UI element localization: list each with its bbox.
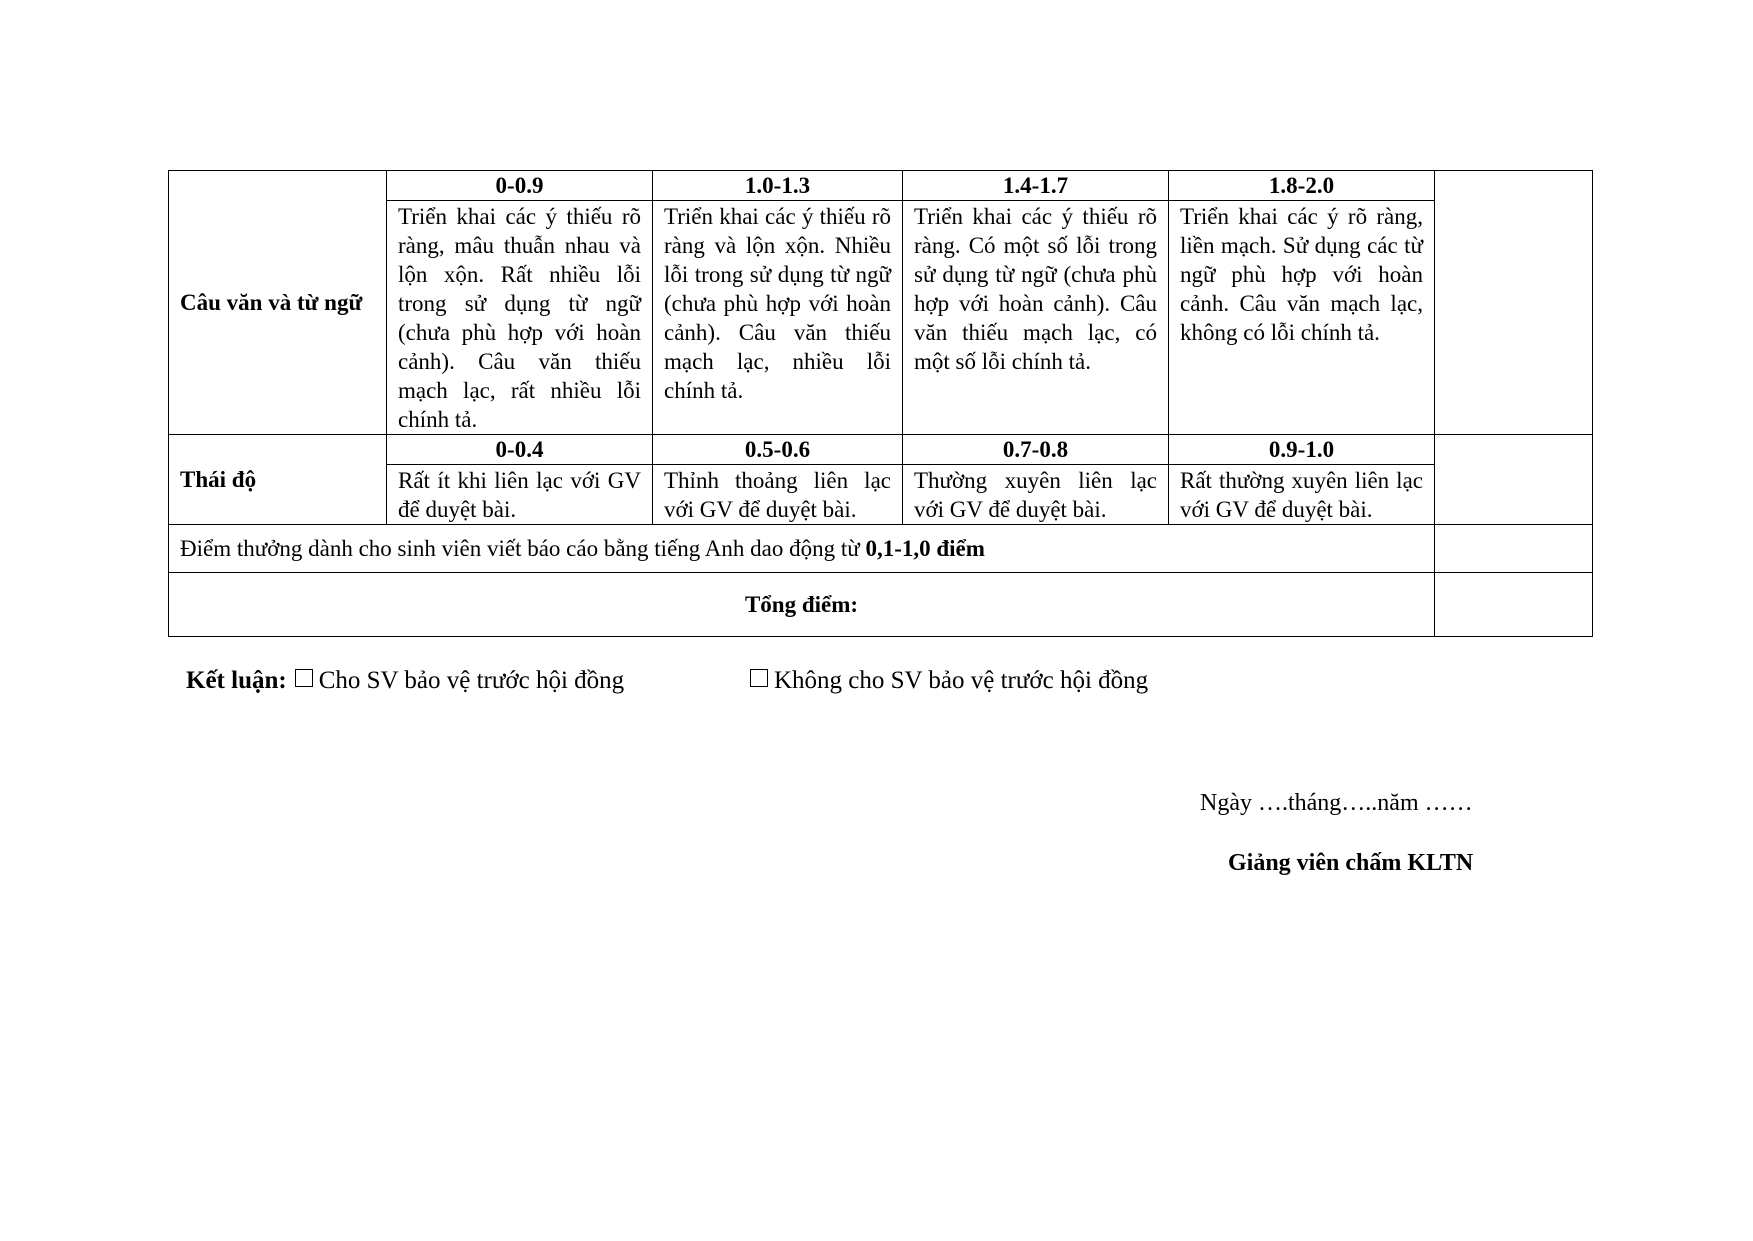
conclusion-label: Kết luận:	[186, 667, 287, 694]
level-range: 0.5-0.6	[653, 435, 903, 465]
level-range: 1.0-1.3	[653, 171, 903, 201]
criterion-label: Câu văn và từ ngữ	[169, 171, 387, 435]
level-description: Thường xuyên liên lạc với GV để duyệt bài.	[903, 465, 1169, 525]
level-description: Triển khai các ý rõ ràng, liền mạch. Sử dụng các từ ngữ phù hợp với hoàn cảnh. Câu văn mạch lạc, không có lỗi chính tả.	[1169, 201, 1435, 435]
level-description: Thỉnh thoảng liên lạc với GV để duyệt bài.	[653, 465, 903, 525]
criterion-label: Thái độ	[169, 435, 387, 525]
level-description: Rất thường xuyên liên lạc với GV để duyệt bài.	[1169, 465, 1435, 525]
score-cell[interactable]	[1435, 171, 1593, 435]
deny-defense-label: Không cho SV bảo vệ trước hội đồng	[774, 667, 1149, 694]
bonus-description	[169, 525, 1435, 573]
deny-defense-option	[750, 666, 1148, 696]
level-description: Triển khai các ý thiếu rõ ràng, mâu thuẫn nhau và lộn xộn. Rất nhiều lỗi trong sử dụng từ ngữ (chưa phù hợp với hoàn cảnh). Câu văn thiếu mạch lạc, rất nhiều lỗi chính tả.	[387, 201, 653, 435]
deny-defense-checkbox[interactable]	[750, 669, 768, 687]
level-description: Rất ít khi liên lạc với GV để duyệt bài.	[387, 465, 653, 525]
allow-defense-label: Cho SV bảo vệ trước hội đồng	[318, 667, 625, 694]
level-range: 0-0.4	[387, 435, 653, 465]
total-score-cell[interactable]	[1435, 573, 1593, 637]
bonus-row	[169, 525, 1593, 573]
level-range: 1.4-1.7	[903, 171, 1169, 201]
allow-defense-checkbox[interactable]	[295, 669, 313, 687]
level-range: 0.7-0.8	[903, 435, 1169, 465]
signer-title: Giảng viên chấm KLTN	[1228, 850, 1474, 876]
level-description: Triển khai các ý thiếu rõ ràng. Có một số lỗi trong sử dụng từ ngữ (chưa phù hợp với hoàn cảnh). Câu văn thiếu mạch lạc, có một số lỗi chính tả.	[903, 201, 1169, 435]
level-range: 1.8-2.0	[1169, 171, 1435, 201]
bonus-value: 0,1-1,0 điểm	[865, 536, 985, 561]
total-row	[169, 573, 1593, 637]
level-range: 0-0.9	[387, 171, 653, 201]
date-line: Ngày ….tháng…..năm ……	[1200, 790, 1473, 816]
level-description: Triển khai các ý thiếu rõ ràng và lộn xộn. Nhiều lỗi trong sử dụng từ ngữ (chưa phù hợp với hoàn cảnh). Câu văn thiếu mạch lạc, nhiều lỗi chính tả.	[653, 201, 903, 435]
score-cell[interactable]	[1435, 435, 1593, 525]
bonus-text: Điểm thưởng dành cho sinh viên viết báo cáo bằng tiếng Anh dao động từ	[180, 536, 866, 561]
bonus-score-cell[interactable]	[1435, 525, 1593, 573]
rubric-row-sentences-header	[169, 171, 1593, 201]
total-label: Tổng điểm:	[169, 573, 1435, 637]
rubric-table	[168, 170, 1593, 637]
level-range: 0.9-1.0	[1169, 435, 1435, 465]
rubric-row-attitude-header	[169, 435, 1593, 465]
conclusion	[186, 666, 624, 696]
